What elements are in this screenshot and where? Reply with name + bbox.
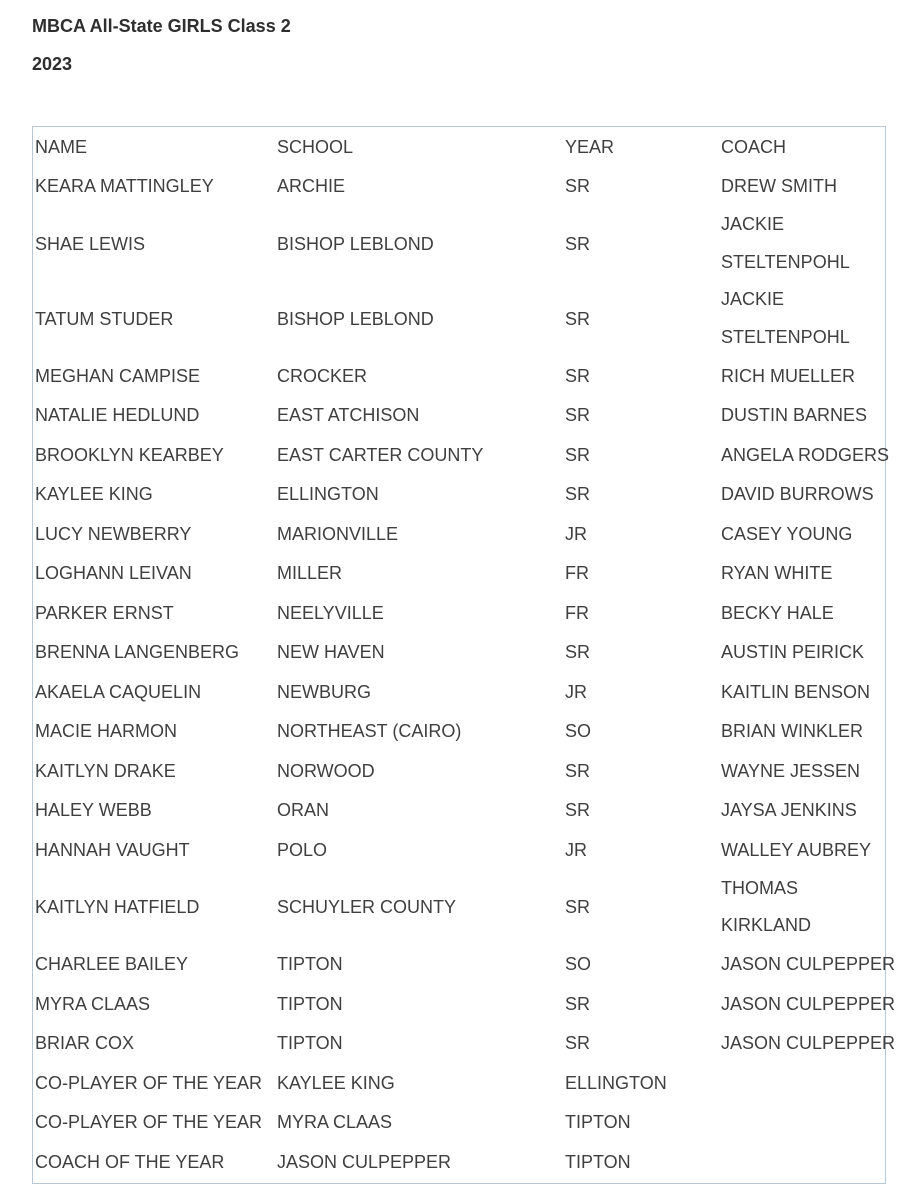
cell-coach [719, 281, 885, 356]
cell-name: KAITLYN HATFIELD [35, 897, 200, 917]
cell-school: NEW HAVEN [277, 642, 385, 663]
cell-name: KEARA MATTINGLEY [35, 176, 214, 197]
table-row [33, 593, 885, 633]
cell-name: KAYLEE KING [35, 484, 153, 505]
coach-name-line: JASON CULPEPPER [721, 1033, 896, 1054]
cell-school: NEELYVILLE [277, 602, 384, 623]
cell-name: MACIE HARMON [35, 721, 178, 742]
page-title: MBCA All-State GIRLS Class 2 [32, 16, 291, 36]
table-row [33, 554, 885, 594]
cell-school: TIPTON [277, 1033, 343, 1054]
cell-name: LUCY NEWBERRY [35, 523, 192, 544]
table-row [33, 945, 885, 985]
cell-coach [719, 830, 885, 870]
all-state-table-container [32, 126, 896, 1184]
cell-school: EAST CARTER COUNTY [277, 444, 484, 465]
cell-school: SCHUYLER COUNTY [277, 897, 457, 917]
cell-name: CHARLEE BAILEY [35, 954, 189, 975]
cell-school: ORAN [277, 800, 330, 821]
cell-school: ELLINGTON [277, 484, 379, 505]
table-row [33, 475, 885, 515]
cell-name: COACH OF THE YEAR [35, 1151, 225, 1172]
cell-coach [719, 1142, 885, 1182]
cell-year: JR [565, 523, 587, 544]
cell-year: ELLINGTON [565, 1072, 667, 1093]
all-state-table [33, 127, 896, 1182]
cell-coach [719, 356, 885, 396]
cell-school: CROCKER [277, 365, 368, 386]
cell-name: HALEY WEBB [35, 800, 152, 821]
table-row [33, 672, 885, 712]
cell-coach [719, 1103, 885, 1143]
cell-name: LOGHANN LEIVAN [35, 563, 192, 584]
table-row [33, 984, 885, 1024]
coach-name-line: WAYNE JESSEN [721, 760, 861, 781]
cell-name: KAITLYN DRAKE [35, 760, 176, 781]
cell-coach [719, 593, 885, 633]
cell-year: SR [565, 365, 591, 386]
cell-school: NORTHEAST (CAIRO) [277, 721, 462, 742]
coach-name-line: KIRKLAND [721, 915, 812, 935]
column-header-name: NAME [35, 136, 88, 157]
coach-name-line: DAVID BURROWS [721, 484, 874, 505]
cell-coach [719, 167, 885, 207]
cell-school: BISHOP LEBLOND [277, 308, 434, 329]
coach-name-line: DREW SMITH [721, 176, 837, 197]
coach-name-line: KAITLIN BENSON [721, 681, 871, 702]
cell-coach [719, 984, 896, 1024]
column-header-coach: COACH [721, 136, 787, 157]
cell-year: SR [565, 484, 591, 505]
table-row [33, 514, 885, 554]
cell-coach [719, 206, 885, 281]
table-row [33, 396, 885, 436]
cell-name: AKAELA CAQUELIN [35, 681, 202, 702]
coach-name-line: JASON CULPEPPER [721, 954, 896, 975]
table-row [33, 1142, 885, 1182]
cell-year: SR [565, 800, 591, 821]
cell-name: NATALIE HEDLUND [35, 405, 200, 426]
cell-name: MYRA CLAAS [35, 993, 151, 1014]
table-row [33, 167, 885, 207]
cell-school: JASON CULPEPPER [277, 1151, 452, 1172]
cell-year: FR [565, 602, 589, 623]
table-row [33, 830, 885, 870]
cell-coach [719, 1063, 885, 1103]
coach-name-line: STELTENPOHL [721, 326, 850, 347]
cell-coach [719, 672, 885, 712]
cell-name: BRENNA LANGENBERG [35, 642, 240, 663]
cell-coach [719, 870, 885, 945]
cell-year: SO [565, 954, 592, 975]
coach-name-line: BECKY HALE [721, 602, 834, 623]
table-row [33, 791, 885, 831]
cell-year: SR [565, 233, 591, 254]
cell-coach [719, 435, 890, 475]
column-header-school: SCHOOL [277, 136, 354, 157]
cell-year: TIPTON [565, 1151, 631, 1172]
coach-name-line: JASON CULPEPPER [721, 993, 896, 1014]
coach-name-line: DUSTIN BARNES [721, 405, 868, 426]
coach-name-line: AUSTIN PEIRICK [721, 642, 865, 663]
cell-school: EAST ATCHISON [277, 405, 420, 426]
table-header-row [33, 127, 885, 167]
cell-name: MEGHAN CAMPISE [35, 365, 201, 386]
cell-school: MILLER [277, 563, 343, 584]
column-header-year: YEAR [565, 136, 615, 157]
cell-name: CO-PLAYER OF THE YEAR [35, 1072, 263, 1093]
coach-name-line: BRIAN WINKLER [721, 721, 864, 742]
table-row [33, 1063, 885, 1103]
cell-coach [719, 1024, 896, 1064]
cell-coach [719, 475, 885, 515]
cell-year: TIPTON [565, 1112, 631, 1133]
cell-school: MARIONVILLE [277, 523, 399, 544]
cell-name: TATUM STUDER [35, 308, 174, 329]
cell-year: SR [565, 760, 591, 781]
coach-name-line: THOMAS [721, 877, 799, 898]
cell-name: CO-PLAYER OF THE YEAR [35, 1112, 263, 1133]
cell-coach [719, 712, 885, 752]
table-body [33, 127, 896, 1182]
cell-name: HANNAH VAUGHT [35, 839, 190, 860]
coach-name-line: RYAN WHITE [721, 563, 833, 584]
cell-coach [719, 554, 885, 594]
cell-school: NORWOOD [277, 760, 375, 781]
cell-year: SR [565, 444, 591, 465]
cell-year: SR [565, 1033, 591, 1054]
coach-name-line: JAYSA JENKINS [721, 800, 857, 821]
cell-year: SR [565, 897, 591, 917]
coach-name-line: JACKIE [721, 289, 785, 309]
cell-coach [719, 791, 885, 831]
table-row [33, 633, 885, 673]
cell-name: PARKER ERNST [35, 602, 174, 623]
coach-name-line: JACKIE [721, 214, 785, 234]
cell-coach [719, 633, 885, 673]
coach-name-line: ANGELA RODGERS [721, 444, 890, 465]
cell-year: SR [565, 308, 591, 329]
cell-year: SR [565, 176, 591, 197]
cell-school: MYRA CLAAS [277, 1112, 393, 1133]
cell-name: SHAE LEWIS [35, 233, 146, 254]
coach-name-line: CASEY YOUNG [721, 523, 853, 544]
cell-name: BRIAR COX [35, 1033, 135, 1054]
coach-name-line: RICH MUELLER [721, 365, 856, 386]
cell-school: POLO [277, 839, 328, 860]
table-row [33, 870, 885, 945]
table-row [33, 356, 885, 396]
cell-year: SR [565, 405, 591, 426]
table-row [33, 435, 885, 475]
cell-year: SR [565, 993, 591, 1014]
table-row [33, 1103, 885, 1143]
cell-coach [719, 751, 885, 791]
coach-name-line: STELTENPOHL [721, 251, 850, 272]
cell-school: KAYLEE KING [277, 1072, 395, 1093]
cell-year: JR [565, 681, 587, 702]
cell-school: TIPTON [277, 954, 343, 975]
cell-year: SO [565, 721, 592, 742]
table-row [33, 1024, 885, 1064]
cell-school: NEWBURG [277, 681, 371, 702]
cell-coach [719, 945, 896, 985]
table-row [33, 206, 885, 281]
page-subtitle-year: 2023 [32, 54, 73, 74]
cell-year: FR [565, 563, 589, 584]
table-row [33, 751, 885, 791]
cell-year: SR [565, 642, 591, 663]
cell-school: BISHOP LEBLOND [277, 233, 434, 254]
cell-year: JR [565, 839, 587, 860]
table-row [33, 712, 885, 752]
cell-coach [719, 514, 885, 554]
coach-name-line: WALLEY AUBREY [721, 839, 872, 860]
cell-coach [719, 396, 885, 436]
cell-school: ARCHIE [277, 176, 346, 197]
cell-name: BROOKLYN KEARBEY [35, 444, 224, 465]
cell-school: TIPTON [277, 993, 343, 1014]
table-row [33, 281, 885, 356]
